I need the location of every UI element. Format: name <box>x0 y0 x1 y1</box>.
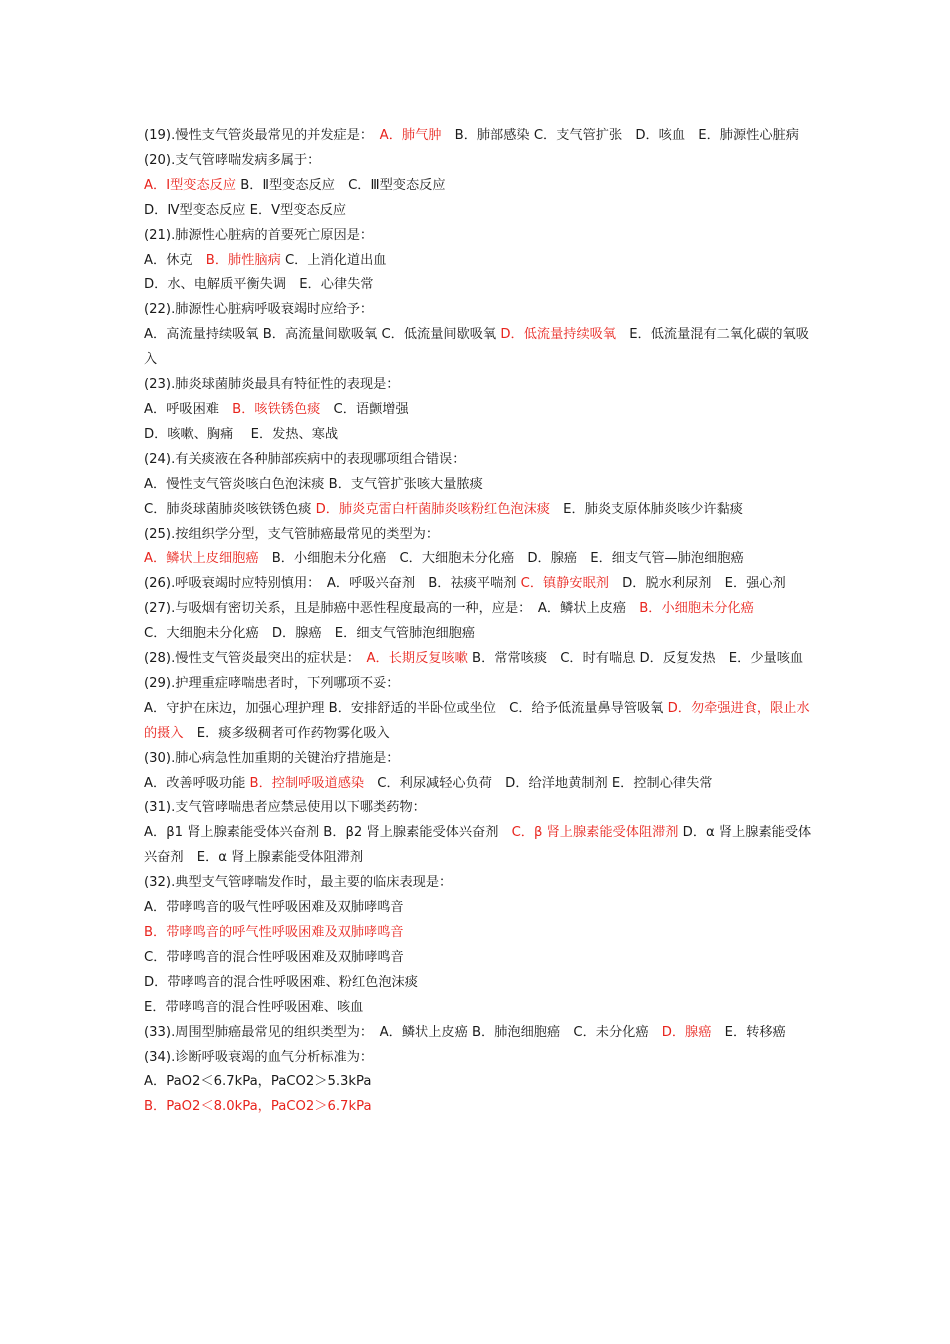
text-segment: A．改善呼吸功能 <box>144 775 250 791</box>
text-segment: A．带哮鸣音的吸气性呼吸困难及双肺哮鸣音 <box>144 900 404 916</box>
answer-highlight: B．带哮鸣音的呼气性呼吸困难及双肺哮鸣音 <box>144 925 404 940</box>
text-segment: (28).慢性支气管炎最突出的症状是： <box>144 651 367 667</box>
text-segment: C．利尿减轻心负荷 D．给洋地黄制剂 E．控制心律失常 <box>364 775 713 791</box>
text-line <box>144 323 812 373</box>
text-segment: A．PaO2＜6.7kPa，PaCO2＞5.3kPa <box>144 1074 372 1090</box>
text-segment: (26).呼吸衰竭时应特别慎用： A．呼吸兴奋剂 B．祛痰平喘剂 <box>144 576 521 592</box>
text-line <box>144 473 812 498</box>
text-segment: (19).慢性支气管炎最常见的并发症是： <box>144 128 380 143</box>
text-line <box>144 946 812 971</box>
text-segment: (25).按组织学分型，支气管肺癌最常见的类型为： <box>144 526 440 542</box>
text-line <box>144 747 812 772</box>
text-line <box>144 174 812 199</box>
answer-highlight: D．肺炎克雷白杆菌肺炎咳粉红色泡沫痰 <box>315 501 550 517</box>
answer-highlight: B．PaO2＜8.0kPa，PaCO2＞6.7kPa <box>144 1099 372 1115</box>
text-segment: E．低流量混有二氧化碳的氧吸入 <box>144 327 809 368</box>
text-line <box>144 697 812 747</box>
text-line <box>144 273 812 298</box>
text-segment: (20).支气管哮喘发病多属于： <box>144 152 321 168</box>
text-segment: D．咳嗽、胸痛 E．发热、寒战 <box>144 426 339 442</box>
text-segment: E．带哮鸣音的混合性呼吸困难、咳血 <box>144 999 364 1015</box>
answer-highlight: D．腺癌 <box>661 1024 712 1040</box>
text-line <box>144 1046 812 1071</box>
text-segment: E．痰多级稠者可作药物雾化吸入 <box>183 725 390 741</box>
text-line <box>144 622 812 647</box>
text-line <box>144 373 812 398</box>
answer-highlight: B．控制呼吸道感染 <box>249 775 365 791</box>
answer-highlight: C．β 肾上腺素能受体阻滞剂 <box>511 825 679 841</box>
text-segment: (23).肺炎球菌肺炎最具有特征性的表现是： <box>144 377 400 393</box>
text-segment: C．语颤增强 <box>320 401 409 417</box>
text-segment: C．带哮鸣音的混合性呼吸困难及双肺哮鸣音 <box>144 949 404 965</box>
text-line <box>144 971 812 996</box>
text-segment: (34).诊断呼吸衰竭的血气分析标准为： <box>144 1049 374 1065</box>
text-line <box>144 1021 812 1046</box>
text-line <box>144 672 812 697</box>
text-line <box>144 124 812 149</box>
text-segment: (27).与吸烟有密切关系，且是肺癌中恶性程度最高的一种，应是： A．鳞状上皮癌 <box>144 601 640 617</box>
text-segment: (22).肺源性心脏病呼吸衰竭时应给予： <box>144 302 374 318</box>
text-segment: (21).肺源性心脏病的首要死亡原因是： <box>144 227 374 243</box>
text-line <box>144 896 812 921</box>
text-segment: C．大细胞未分化癌 D．腺癌 E．细支气管肺泡细胞癌 <box>144 626 476 642</box>
answer-highlight: A．长期反复咳嗽 <box>366 651 468 667</box>
text-segment: (33).周围型肺癌最常见的组织类型为： A．鳞状上皮癌 B．肺泡细胞癌 C．未分化癌 <box>144 1024 662 1040</box>
answer-highlight: B．小细胞未分化癌 <box>639 601 754 617</box>
text-segment: C．上消化道出血 <box>280 252 387 268</box>
text-segment: B．肺部感染 C．支气管扩张 D．咳血 E．肺源性心脏病 <box>441 128 799 143</box>
text-line <box>144 224 812 249</box>
answer-highlight: B．咳铁锈色痰 <box>232 401 321 417</box>
text-line <box>144 298 812 323</box>
answer-highlight: A．鳞状上皮细胞癌 <box>144 551 259 567</box>
answer-highlight: C．镇静安眠剂 <box>520 576 609 592</box>
text-line <box>144 921 812 946</box>
text-segment: A．慢性支气管炎咳白色泡沫痰 B．支气管扩张咳大量脓痰 <box>144 476 483 492</box>
text-line <box>144 398 812 423</box>
text-line <box>144 149 812 174</box>
text-line <box>144 448 812 473</box>
text-line <box>144 1070 812 1095</box>
text-segment: D．脱水利尿剂 E．强心剂 <box>608 576 786 592</box>
text-line <box>144 498 812 523</box>
text-segment: D．带哮鸣音的混合性呼吸困难、粉红色泡沫痰 <box>144 974 418 990</box>
text-segment: D．α 肾上腺素能受体兴奋剂 E．α 肾上腺素能受体阻滞剂 <box>144 825 812 866</box>
text-line <box>144 871 812 896</box>
text-line <box>144 597 812 622</box>
text-segment: A．守护在床边，加强心理护理 B．安排舒适的半卧位或坐位 C．给予低流量鼻导管吸氧 <box>144 700 668 716</box>
text-line <box>144 821 812 871</box>
text-segment: B．Ⅱ型变态反应 C．Ⅲ型变态反应 <box>236 177 446 193</box>
text-segment: (29).护理重症哮喘患者时，下列哪项不妥： <box>144 675 400 691</box>
text-segment: C．肺炎球菌肺炎咳铁锈色痰 <box>144 501 316 517</box>
answer-highlight: D．低流量持续吸氧 <box>500 327 617 343</box>
text-segment: E．肺炎支原体肺炎咳少许黏痰 <box>550 501 743 517</box>
answer-highlight: D．勿牵强进食，限止水的摄入 <box>144 700 810 741</box>
text-segment: A．β1 肾上腺素能受体兴奋剂 B．β2 肾上腺素能受体兴奋剂 <box>144 825 512 841</box>
text-segment: A．高流量持续吸氧 B．高流量间歇吸氧 C．低流量间歇吸氧 <box>144 327 501 343</box>
text-line <box>144 523 812 548</box>
text-line <box>144 996 812 1021</box>
text-segment: A．休克 <box>144 252 206 268</box>
text-line <box>144 647 812 672</box>
text-line <box>144 423 812 448</box>
answer-highlight: A．Ⅰ型变态反应 <box>144 177 237 193</box>
text-segment: B．常常咳痰 C．时有喘息 D．反复发热 E．少量咳血 <box>467 651 804 667</box>
text-segment: (32).典型支气管哮喘发作时，最主要的临床表现是： <box>144 875 453 891</box>
text-segment: (24).有关痰液在各种肺部疾病中的表现哪项组合错误： <box>144 451 466 467</box>
answer-highlight: A．肺气肿 <box>379 128 442 143</box>
text-segment: B．小细胞未分化癌 C．大细胞未分化癌 D．腺癌 E．细支气管—肺泡细胞癌 <box>258 551 744 567</box>
text-segment: E．转移癌 <box>711 1024 786 1040</box>
text-segment: (30).肺心病急性加重期的关键治疗措施是： <box>144 750 400 766</box>
text-line <box>144 547 812 572</box>
text-line <box>144 199 812 224</box>
text-segment: A．呼吸困难 <box>144 401 233 417</box>
answer-highlight: B．肺性脑病 <box>205 252 281 268</box>
text-line <box>144 796 812 821</box>
text-segment: (31).支气管哮喘患者应禁忌使用以下哪类药物： <box>144 800 426 816</box>
text-segment: D．Ⅳ型变态反应 E．Ⅴ型变态反应 <box>144 202 347 218</box>
text-segment: D．水、电解质平衡失调 E．心律失常 <box>144 277 374 293</box>
document-page <box>144 124 812 1120</box>
text-line <box>144 772 812 797</box>
text-line <box>144 572 812 597</box>
text-line <box>144 249 812 274</box>
text-line <box>144 1095 812 1120</box>
